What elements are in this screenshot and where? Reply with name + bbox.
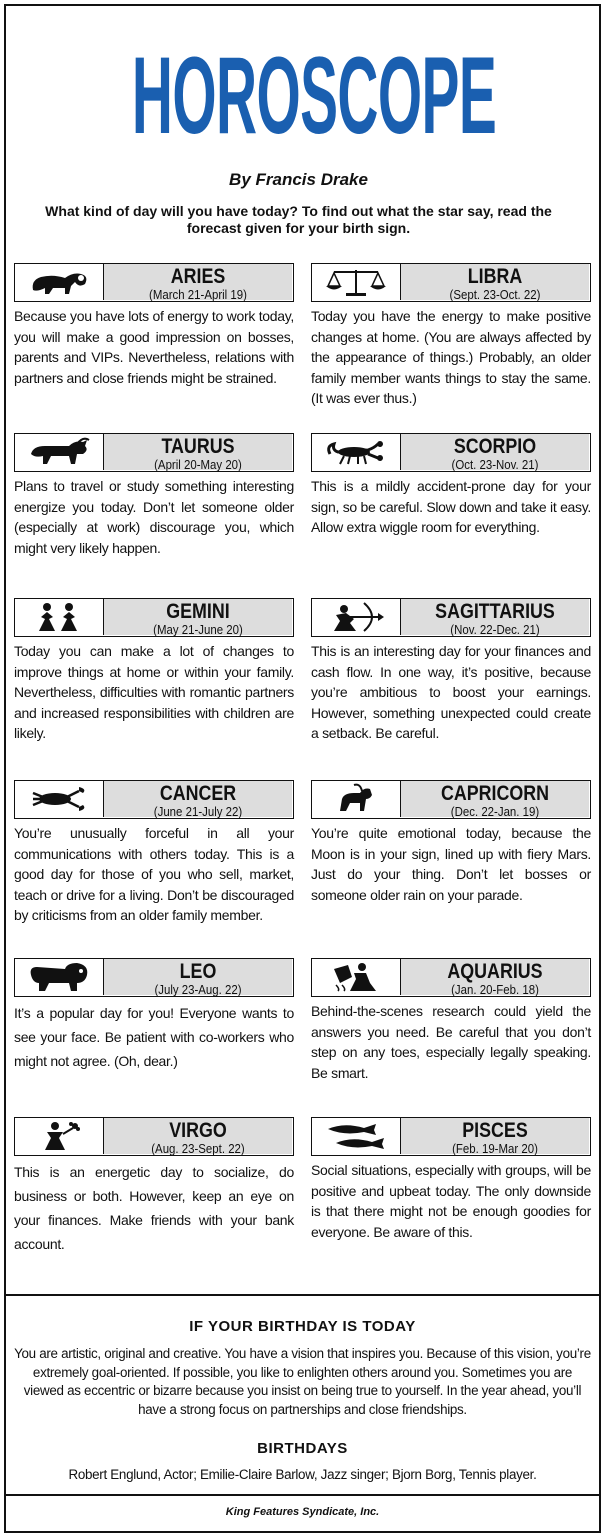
- water-bearer-icon: [312, 959, 401, 995]
- sign-name: VIRGO: [169, 1119, 227, 1142]
- sign-dates: (Dec. 22-Jan. 19): [450, 804, 540, 819]
- sign-dates: (May 21-June 20): [153, 622, 243, 637]
- birthday-text: You are artistic, original and creative. You have a vision that inspires you. Because of this vision, you’re extremely goal-oriented. If possible, you like to enlighten others around you. Sometimes you are viewed as eccentric or bizarre because you insist on being true to yourself. In the year ahead, you’ll have a strong focus on partnerships and close friendships.: [14, 1346, 591, 1417]
- sign-name: SCORPIO: [453, 435, 537, 458]
- goat-icon: [312, 781, 401, 817]
- bull-icon: [15, 434, 104, 470]
- sign-name: LIBRA: [467, 265, 523, 288]
- crab-icon: [15, 781, 104, 817]
- sign-dates: (Nov. 22-Dec. 21): [450, 622, 540, 637]
- sign-dates: (April 20-May 20): [154, 457, 242, 472]
- title-wrap: [0, 12, 597, 160]
- sign-text: You’re unusually forceful in all your communications with others today. This is a good day for those of you who sell, market, teach or drive for a living. Don’t be discouraged by criticisms from an older family member.: [14, 825, 294, 923]
- sign-name: SAGITTARIUS: [435, 600, 555, 623]
- sign-text: Behind-the-scenes research could yield the answers you need. Be careful that you don’t step on any toes, especially legally speaking. Be smart.: [311, 1003, 591, 1081]
- divider: [4, 1294, 601, 1296]
- sign-text: Social situations, especially with groups, will be positive and upbeat today. The only downside is that there might not be enough goodies for everyone. Be aware of this.: [311, 1162, 591, 1240]
- maiden-icon: [15, 1118, 104, 1154]
- sign-name: CAPRICORN: [440, 782, 550, 805]
- scales-icon: [312, 264, 401, 300]
- sign-name: LEO: [179, 960, 217, 983]
- lion-icon: [15, 959, 104, 995]
- sign-text: Because you have lots of energy to work today, you will make a good impression on bosses, parents and VIPs. Nevertheless, relations with partners and close friends might be strained.: [14, 308, 294, 386]
- sign-name: PISCES: [462, 1119, 528, 1142]
- sign-name: ARIES: [170, 265, 226, 288]
- birthdays-text: Robert Englund, Actor; Emilie-Claire Barlow, Jazz singer; Bjorn Borg, Tennis player.: [68, 1467, 537, 1482]
- sign-text: This is an energetic day to socialize, do business or both. However, keep an eye on your finances. Make friends with your bank account.: [14, 1164, 294, 1252]
- twins-icon: [15, 599, 104, 635]
- sign-text: Today you have the energy to make positive changes at home. (You are always affected by the appearance of things.) Probably, an older family member wants things to stay the same. (It was ever thus.): [311, 308, 591, 406]
- sign-text: Plans to travel or study something interesting energize you today. Don’t let someone older (especially at work) discourage you, which might very likely happen.: [14, 478, 294, 556]
- scorpion-icon: [312, 434, 401, 470]
- sign-dates: (Oct. 23-Nov. 21): [451, 457, 539, 472]
- intro-text: What kind of day will you have today? To find out what the star say, read the forecast given for your birth sign.: [45, 203, 552, 236]
- sign-name: TAURUS: [161, 435, 235, 458]
- sign-dates: (June 21-July 22): [153, 804, 243, 819]
- sign-dates: (July 23-Aug. 22): [154, 982, 242, 997]
- fish-icon: [312, 1118, 401, 1154]
- sign-text: This is a mildly accident-prone day for your sign, so be careful. Slow down and take it easy. Allow extra wiggle room for everything.: [311, 478, 591, 535]
- sign-text: Today you can make a lot of changes to improve things at home or within your family. Nevertheless, difficulties with romantic partners and increased responsibilities with children are likely.: [14, 643, 294, 741]
- sign-text: This is an interesting day for your finances and cash flow. In one way, it’s positive, because you’re ambitious to boost your earnings. However, something unexpected could create a setback. Be careful.: [311, 643, 591, 741]
- archer-icon: [312, 599, 401, 635]
- page-title: HOROSCOPE: [131, 33, 497, 157]
- sign-dates: (March 21-April 19): [149, 287, 247, 302]
- sign-name: CANCER: [159, 782, 237, 805]
- sign-dates: (Jan. 20-Feb. 18): [451, 982, 539, 997]
- sign-dates: (Aug. 23-Sept. 22): [151, 1141, 245, 1156]
- sign-text: You’re quite emotional today, because the Moon is in your sign, lined up with fiery Mars. Just do your thing. Don’t let bosses or someone older rain on your parade.: [311, 825, 591, 903]
- divider: [4, 1494, 601, 1496]
- sign-text: It’s a popular day for you! Everyone wants to see your face. Be patient with co-workers who might not agree. (Oh, dear.): [14, 1005, 294, 1069]
- sign-name: GEMINI: [166, 600, 230, 623]
- birthdays-title: BIRTHDAYS: [257, 1440, 348, 1457]
- byline: By Francis Drake: [229, 170, 368, 189]
- birthday-title: IF YOUR BIRTHDAY IS TODAY: [189, 1318, 416, 1335]
- sign-dates: (Sept. 23-Oct. 22): [449, 287, 541, 302]
- sign-name: AQUARIUS: [447, 960, 543, 983]
- ram-icon: [15, 264, 104, 300]
- sign-dates: (Feb. 19-Mar 20): [452, 1141, 538, 1156]
- footer-credit: King Features Syndicate, Inc.: [225, 1506, 380, 1518]
